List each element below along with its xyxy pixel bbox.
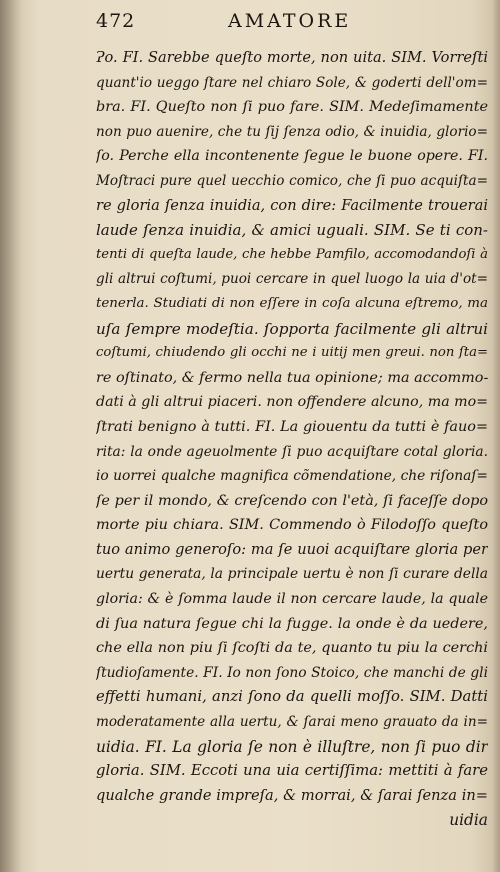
gutter-shadow [0,0,22,872]
text-line: ſo. Perche ella incontenente ſegue le buone opere. FI. [96,148,488,165]
text-line: Moſtraci pure quel uecchio comico, che ſi puo acquiſta= [96,172,488,189]
text-line: io uorrei qualche magnifica cõmendatione, che riſonaſ= [96,468,488,485]
running-head: AMATORE [228,10,352,32]
text-line: moderatamente alla uertu, & ſarai meno grauato da in= [96,714,488,731]
text-line: coſtumi, chiudendo gli occhi ne i uitij men greui. non ſta= [96,345,488,361]
text-line: che ella non piu ſi ſcoſti da te, quanto tu piu la cerchi [96,640,488,657]
text-line: quant'io ueggo ſtare nel chiaro Sole, & goderti dell'om= [96,74,488,91]
page-edge-shadow [492,0,500,872]
text-line: gli altrui coſtumi, puoi cercare in quel luogo la uia d'ot= [96,271,488,288]
text-line: tenti di queſta laude, che hebbe Pamfilo, accomodandoſi à [96,246,488,262]
text-line: ſe per il mondo, & creſcendo con l'età, ſi faceſſe dopo [96,492,488,509]
text-line: di ſua natura ſegue chi la fugge. la onde è da uedere, [96,615,488,632]
page-number: 472 [96,10,136,32]
text-line: uſa ſempre modeſtia. ſopporta facilmente gli altrui [96,319,488,338]
text-line: ſtrati benigno à tutti. FI. La giouentu da tutti è fauo= [96,418,488,435]
text-line: Ɂo. FI. Sarebbe queſto morte, non uita. SIM. Vorreſti [96,49,488,66]
text-line: qualche grande impreſa, & morrai, & ſarai ſenza in= [96,786,488,804]
text-line: laude ſenza inuidia, & amici uguali. SIM. Se ti con- [96,221,488,240]
text-line: re oſtinato, & fermo nella tua opinione; ma accommo- [96,369,488,386]
text-line: tuo animo generoſo: ma ſe uuoi acquiſtare gloria per [96,540,488,558]
body-text [96,46,488,833]
text-line: dati à gli altrui piaceri. non offendere alcuno, ma mo= [96,394,488,411]
text-line: gloria: & è ſomma laude il non cercare laude, la quale [96,591,488,608]
text-line: tenerla. Studiati di non eſſere in coſa alcuna eſtremo, ma [96,295,488,311]
text-line: morte piu chiara. SIM. Commendo ò Filodoſſo queſto [96,517,488,534]
text-line: rita: la onde ageuolmente ſi puo acquiſtare cotal gloria. [96,443,488,460]
text-line: uertu generata, la principale uertu è non ſi curare della [96,566,488,583]
text-line: effetti humani, anzi ſono da quelli moſſo. SIM. Datti [96,688,488,706]
text-line: bra. FI. Queſto non ſi puo fare. SIM. Medeſimamente [96,99,488,116]
text-line: re gloria ſenza inuidia, con dire: Facilmente trouerai [96,196,488,214]
text-line: non puo auenire, che tu ſij ſenza odio, & inuidia, glorio= [96,123,488,140]
text-line: uidia. FI. La gloria ſe non è illuſtre, non ſi puo dir [96,737,488,756]
text-line: ſtudioſamente. FI. Io non ſono Stoico, che manchi de gli [96,664,488,681]
catchword: uidia [449,811,488,830]
text-line: gloria. SIM. Eccoti una uia certiſſima: mettiti à fare [96,762,488,780]
